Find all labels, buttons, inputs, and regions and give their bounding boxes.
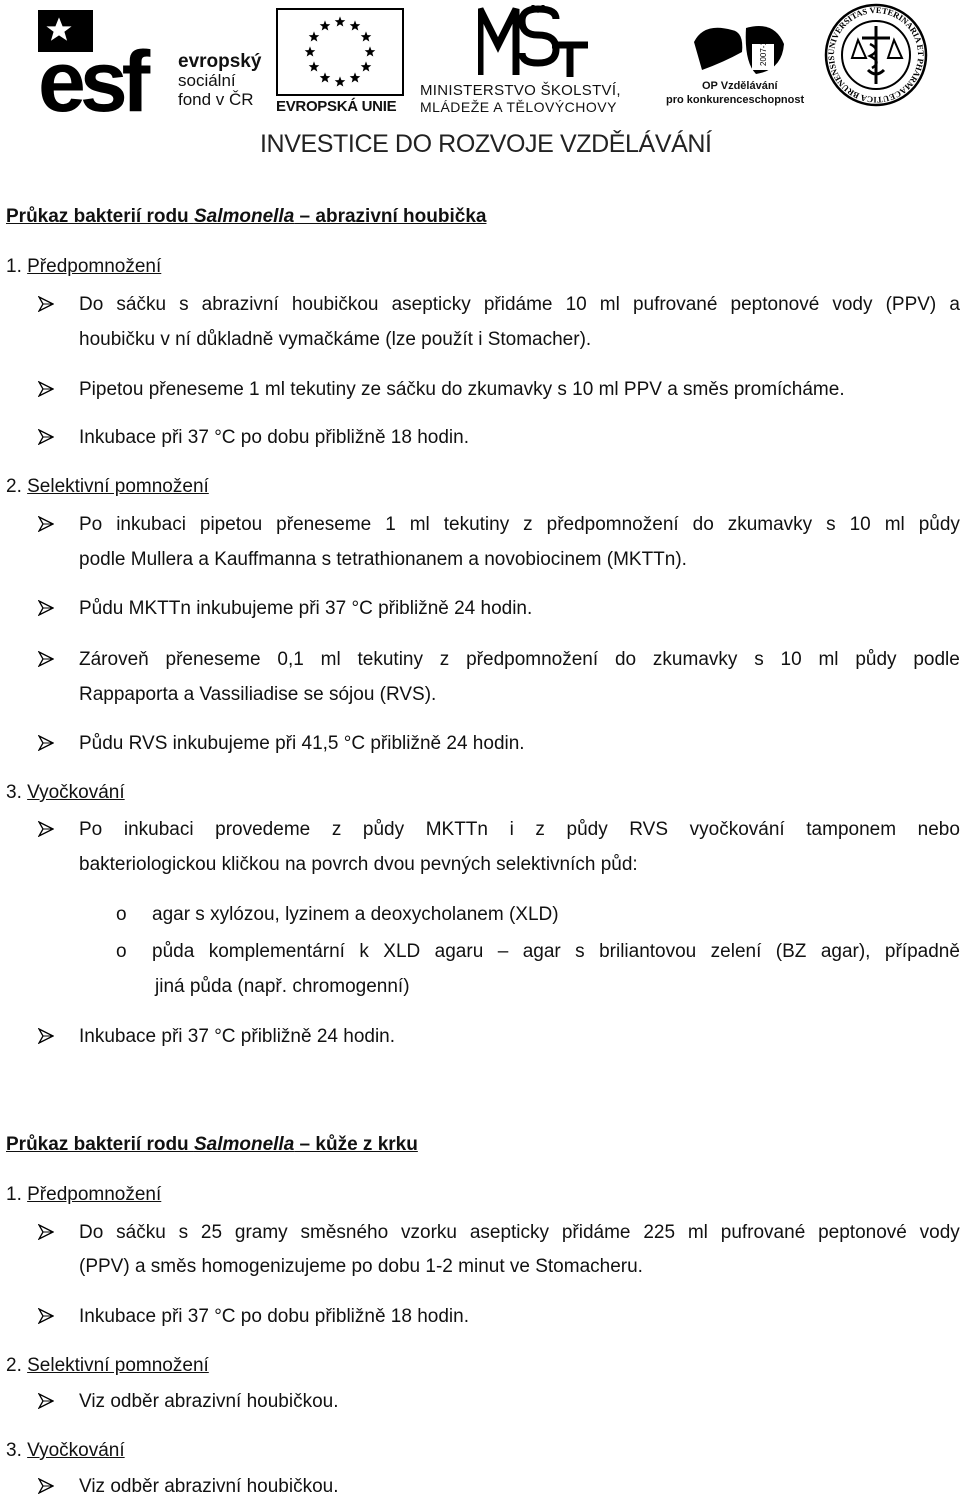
vfu-seal-logo	[822, 0, 930, 110]
bullet-arrow-icon	[38, 1393, 54, 1409]
s1-heading-2: 2. Selektivní pomnožení	[6, 476, 209, 497]
bullet-arrow-icon	[38, 600, 54, 616]
s2-bullet-2: Inkubace při 37 °C po dobu přibližně 18 hodin.	[79, 1306, 469, 1327]
sub-bullet-marker: o	[116, 904, 127, 925]
s2-heading-1: 1. Předpomnožení	[6, 1184, 162, 1205]
msmt-logo	[420, 5, 655, 115]
esf-text-2: sociální	[178, 71, 236, 90]
s2-heading-3: 3. Vyočkování	[6, 1440, 125, 1461]
s1-bullet-9: Inkubace při 37 °C přibližně 24 hodin.	[79, 1026, 396, 1047]
s2-bullet-4: Viz odběr abrazivní houbičkou.	[79, 1476, 339, 1497]
bullet-arrow-icon	[38, 429, 54, 445]
bullet-arrow-icon	[38, 296, 54, 312]
eu-flag-logo	[276, 8, 406, 116]
bullet-arrow-icon	[38, 1308, 54, 1324]
bullet-arrow-icon	[38, 735, 54, 751]
esf-logo	[38, 10, 263, 112]
msmt-text-2: MLÁDEŽE A TĚLOVÝCHOVY	[420, 99, 617, 115]
svg-text:esf: esf	[38, 34, 145, 112]
s1-bullet-2: Pipetou přeneseme 1 ml tekutiny ze sáčku do zkumavky s 10 ml PPV a směs promícháme.	[79, 379, 845, 400]
bullet-arrow-icon	[38, 1224, 54, 1240]
section1-title: Průkaz bakterií rodu Salmonella – abrazivní houbička	[6, 206, 487, 227]
op-logo	[662, 22, 812, 117]
s2-bullet-1a: Do sáčku s 25 gramy směsného vzorku asepticky přidáme 225 ml pufrované peptonové vody	[79, 1222, 960, 1243]
eu-label: EVROPSKÁ UNIE	[276, 98, 397, 115]
esf-text-3: fond v ČR	[178, 90, 254, 109]
s1-bullet-7: Půdu RVS inkubujeme při 41,5 °C přibližně 24 hodin.	[79, 733, 525, 754]
bullet-arrow-icon	[38, 516, 54, 532]
s1-bullet-3: Inkubace při 37 °C po dobu přibližně 18 hodin.	[79, 427, 469, 448]
svg-text:UNIVERSITAS VETERINARIA ET PHA: UNIVERSITAS VETERINARIA ET PHARMACEUTICA BRUNENSIS	[825, 4, 927, 106]
s1-bullet-8b: bakteriologickou kličkou na povrch dvou pevných selektivních půd:	[79, 854, 638, 875]
msmt-text-1: MINISTERSTVO ŠKOLSTVÍ,	[420, 82, 621, 99]
bullet-arrow-icon	[38, 381, 54, 397]
s1-bullet-8a: Po inkubaci provedeme z půdy MKTTn i z půdy RVS vyočkování tamponem nebo	[79, 819, 960, 840]
s1-bullet-1a: Do sáčku s abrazivní houbičkou asepticky přidáme 10 ml pufrované peptonové vody (PPV) a	[79, 294, 960, 315]
s2-bullet-1b: (PPV) a směs homogenizujeme po dobu 1-2 minut ve Stomacheru.	[79, 1256, 643, 1277]
s1-sub-1: agar s xylózou, lyzinem a deoxycholanem (XLD)	[152, 904, 559, 925]
s1-sub-2a: půda komplementární k XLD agaru – agar s briliantovou zelení (BZ agar), případně	[152, 941, 960, 962]
op-years: 2007-13	[759, 36, 768, 66]
s2-bullet-3: Viz odběr abrazivní houbičkou.	[79, 1391, 339, 1412]
header-logos	[0, 0, 960, 170]
s1-bullet-6b: Rappaporta a Vassiliadise se sójou (RVS).	[79, 684, 437, 705]
bullet-arrow-icon	[38, 651, 54, 667]
s1-sub-2b: jiná půda (např. chromogenní)	[155, 976, 410, 997]
bullet-arrow-icon	[38, 1028, 54, 1044]
s1-heading-1: 1. Předpomnožení	[6, 256, 162, 277]
s1-bullet-1b: houbičku v ní důkladně vymačkáme (lze použít i Stomacher).	[79, 329, 592, 350]
s1-bullet-5: Půdu MKTTn inkubujeme při 37 °C přibližně 24 hodin.	[79, 598, 533, 619]
bullet-arrow-icon	[38, 1478, 54, 1494]
esf-text-1: evropský	[178, 51, 262, 72]
s1-bullet-4b: podle Mullera a Kauffmanna s tetrathionanem a novobiocinem (MKTTn).	[79, 549, 687, 570]
section2-title: Průkaz bakterií rodu Salmonella – kůže z krku	[6, 1134, 418, 1155]
sub-bullet-marker: o	[116, 941, 127, 962]
s1-heading-3: 3. Vyočkování	[6, 782, 125, 803]
s2-heading-2: 2. Selektivní pomnožení	[6, 1355, 209, 1376]
op-text-1: OP Vzdělávání	[702, 80, 778, 92]
op-text-2: pro konkurenceschopnost	[666, 94, 805, 106]
s1-bullet-4a: Po inkubaci pipetou přeneseme 1 ml tekutiny z předpomnožení do zkumavky s 10 ml půdy	[79, 514, 960, 535]
tagline: INVESTICE DO ROZVOJE VZDĚLÁVÁNÍ	[260, 130, 712, 158]
bullet-arrow-icon	[38, 821, 54, 837]
s1-bullet-6a: Zároveň přeneseme 0,1 ml tekutiny z předpomnožení do zkumavky s 10 ml půdy podle	[79, 649, 960, 670]
